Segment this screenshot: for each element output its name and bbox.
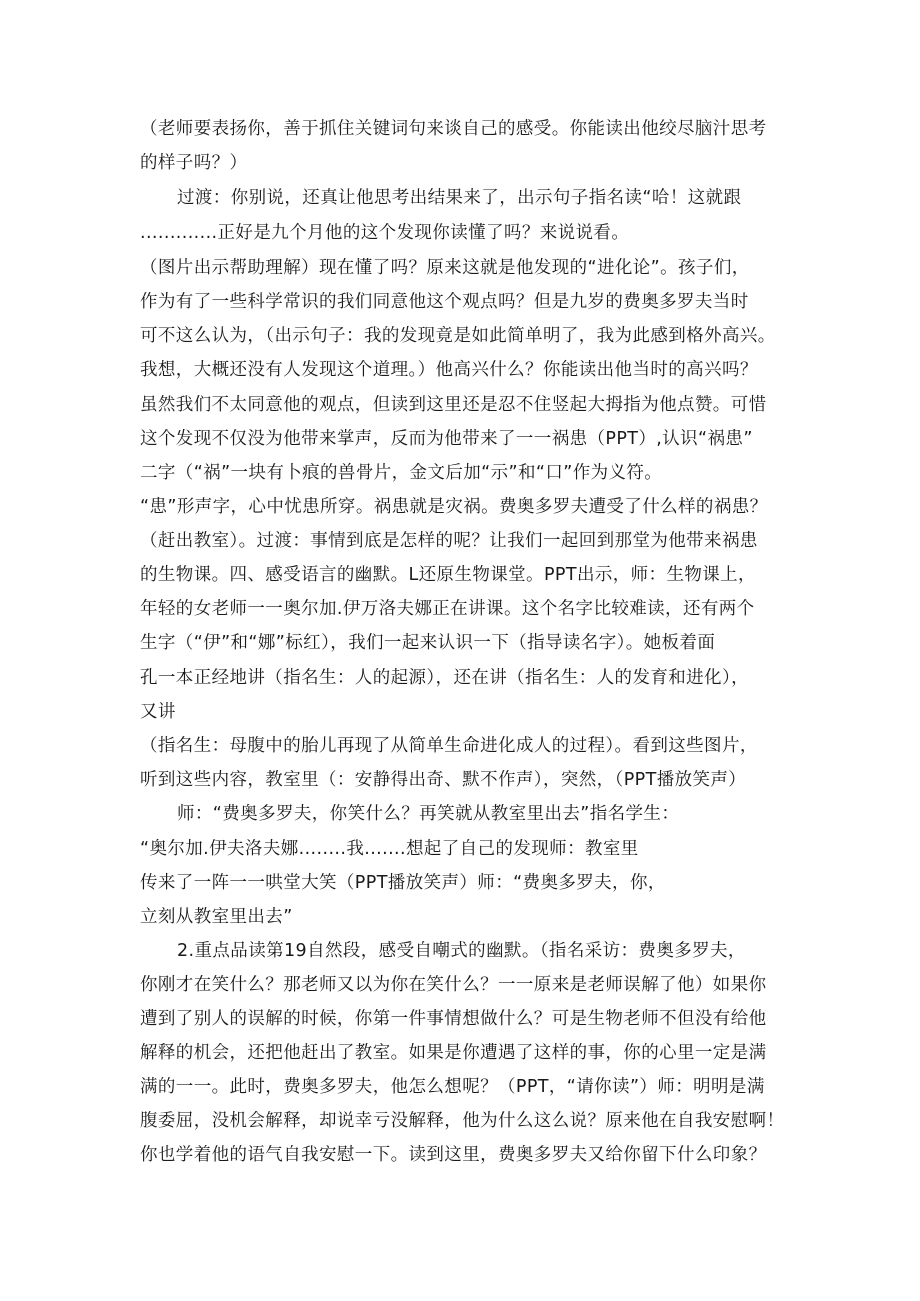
text-line: “患”形声字，心中忧患所穿。祸患就是灾祸。费奥多罗夫遭受了什么样的祸患？: [140, 497, 768, 517]
text-line: 传来了一阵一一哄堂大笑（PPT播放笑声）师：“费奥多罗夫，你，: [140, 873, 666, 893]
text-line: 作为有了一些科学常识的我们同意他这个观点吗？但是九岁的费奥多罗夫当时: [140, 292, 749, 312]
text-line: （图片出示帮助理解）现在懂了吗？原来这就是他发现的“进化论”。孩子们，: [140, 258, 750, 278]
text-line: 你也学着他的语气自我安慰一下。读到这里，费奥多罗夫又给你留下什么印象？: [140, 1145, 767, 1165]
text-line: .............正好是九个月他的这个发现你读懂了吗？来说说看。: [140, 223, 630, 243]
text-line: 2.重点品读第19自然段，感受自嘲式的幽默。（指名采访：费奥多罗夫，: [177, 941, 746, 961]
text-line: 我想，大概还没有人发现这个道理。）他高兴什么？你能读出他当时的高兴吗？: [140, 360, 758, 380]
text-line: （老师要表扬你，善于抓住关键词句来谈自己的感受。你能读出他绞尽脑汁思考: [140, 119, 767, 139]
text-line: 过渡：你别说，还真让他思考出结果来了，出示句子指名读“哈！这就跟: [177, 188, 742, 208]
text-line: 解释的机会，还把他赶出了教室。如果是你遭遇了这样的事，你的心里一定是满: [140, 1043, 767, 1063]
text-line: “奥尔加.伊夫洛夫娜........我.......想起了自己的发现师：教室里: [140, 839, 639, 859]
text-line: 你刚才在笑什么？那老师又以为你在笑什么？一一原来是老师误解了他）如果你: [140, 975, 767, 995]
text-line: 腹委屈，没机会解释，却说幸亏没解释，他为什么这么说？原来他在自我安慰啊！: [140, 1111, 785, 1131]
text-line: 遭到了别人的误解的时候，你第一件事情想做什么？可是生物老师不但没有给他: [140, 1009, 767, 1029]
text-line: 可不这么认为，（出示句子：我的发现竟是如此简单明了，我为此感到格外高兴。: [140, 326, 776, 346]
text-line: 二字（“祸”一块有卜痕的兽骨片，金文后加“示”和“口”作为义符。: [140, 463, 663, 483]
text-line: 生字（“伊”和“娜”标红），我们一起来认识一下（指导读名字）。她板着面: [140, 633, 716, 653]
text-line: （赶出教室）。过渡：事情到底是怎样的呢？让我们一起回到那堂为他带来祸患: [140, 531, 758, 551]
text-line: 的样子吗？）: [140, 153, 248, 173]
text-line: 满的一一。此时，费奥多罗夫，他怎么想呢？（PPT，“请你读”）师：明明是满: [140, 1077, 765, 1097]
text-line: 师：“费奥多罗夫，你笑什么？再笑就从教室里出去”指名学生：: [177, 804, 680, 824]
text-line: 又讲: [140, 702, 176, 722]
text-line: 孔一本正经地讲（指名生：人的起源），还在讲（指名生：人的发育和进化），: [140, 668, 749, 688]
text-line: 的生物课。四、感受语言的幽默。L还原生物课堂。PPT出示，师：生物课上，: [140, 565, 756, 585]
text-line: 这个发现不仅没为他带来掌声，反而为他带来了一一祸患（PPT）,认识“祸患”: [140, 429, 753, 449]
text-line: 听到这些内容，教室里（：安静得出奇、默不作声），突然，（PPT播放笑声）: [140, 770, 747, 790]
text-line: 立刻从教室里出去”: [140, 907, 293, 927]
text-line: （指名生：母腹中的胎儿再现了从简单生命进化成人的过程）。看到这些图片，: [140, 736, 758, 756]
text-line: 年轻的女老师一一奥尔加.伊万洛夫娜正在讲课。这个名字比较难读，还有两个: [140, 599, 755, 619]
text-line: 虽然我们不太同意他的观点，但读到这里还是忍不住竖起大拇指为他点赞。可惜: [140, 395, 767, 415]
